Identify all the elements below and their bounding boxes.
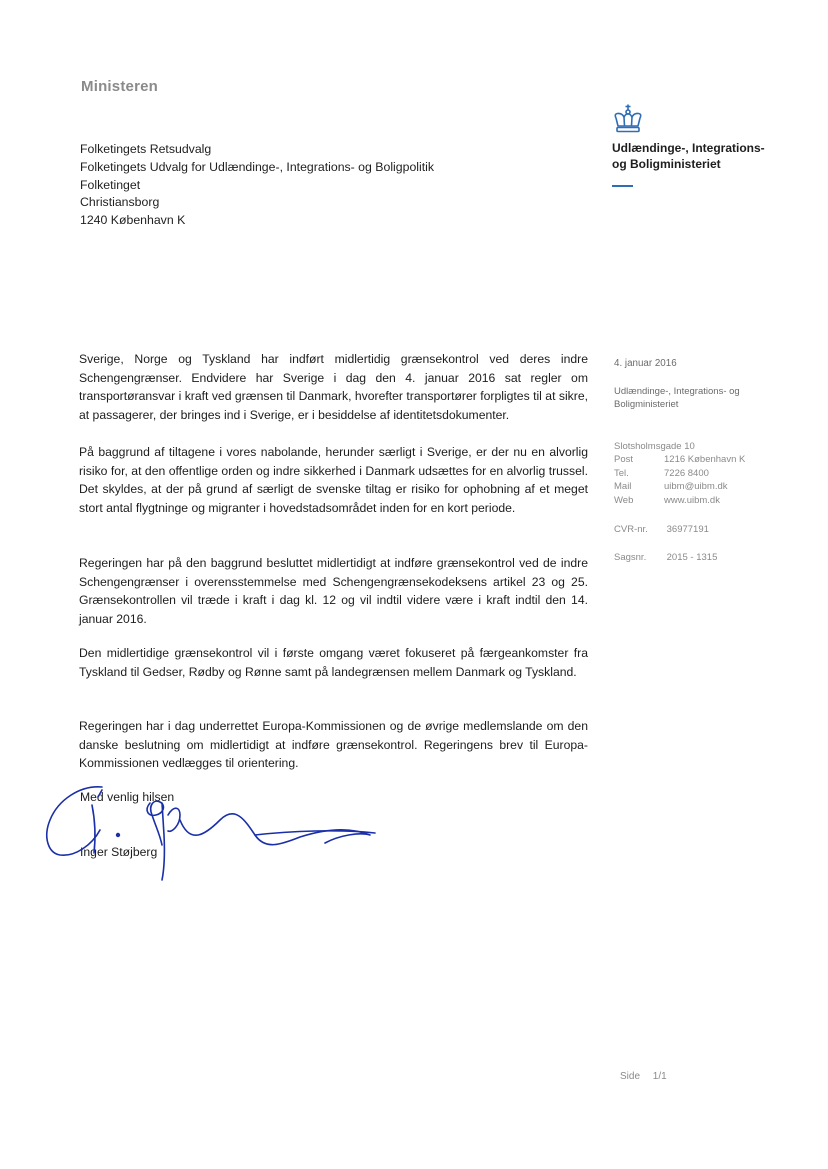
ministry-name-line1: Udlændinge-, Integrations- <box>612 141 765 155</box>
contact-row-mail <box>614 480 745 493</box>
body-paragraph: Regeringen har i dag underrettet Europa-Kommissionen og de øvrige medlemslande om den danske beslutning om midlertidigt at indføre grænsekontrol. Regeringens brev til Europa-Kommissionen vedlægges til orientering. <box>79 719 588 771</box>
contact-label: Post <box>614 454 634 466</box>
contact-label: Web <box>614 494 634 506</box>
contact-row-tel <box>614 467 745 480</box>
contact-row-web <box>614 494 745 507</box>
contact-row-post <box>614 453 745 466</box>
page-number <box>620 1071 667 1082</box>
recipient-line: Folketinget <box>80 177 141 192</box>
contact-value: 7226 8400 <box>664 467 709 479</box>
cvr-number <box>614 523 709 536</box>
sender-contact <box>614 440 745 507</box>
cvr-label: CVR-nr. <box>614 524 648 535</box>
closing-greeting: Med venlig hilsen <box>80 790 175 804</box>
crown-icon <box>612 104 644 134</box>
contact-value-email[interactable]: uibm@uibm.dk <box>664 481 728 493</box>
sender-ministry <box>614 385 740 411</box>
handwritten-signature <box>40 775 430 885</box>
contact-value-website[interactable]: www.uibm.dk <box>664 494 720 506</box>
page-title: Ministeren <box>81 78 159 95</box>
body-paragraph: Regeringen har på den baggrund besluttet midlertidigt at indføre grænsekontrol ved de indre Schengengrænser i overensstemmelse med Schengengrænsekodeksens artikel 23 og 25. Grænsekontrollen vil træde i kraft i dag kl. 12 og vil indtil videre være i kraft indtil den 14. januar 2016. <box>79 556 588 626</box>
letter-date: 4. januar 2016 <box>614 358 677 369</box>
contact-label: Mail <box>614 481 632 493</box>
recipient-line: Folketingets Retsudvalg <box>80 142 212 156</box>
sender-ministry-line1: Udlændinge-, Integrations- og <box>614 386 740 397</box>
contact-label: Tel. <box>614 467 629 479</box>
logo-divider <box>612 185 633 187</box>
contact-value: 1216 København K <box>664 454 746 466</box>
ministry-name-line2: og Boligministeriet <box>612 157 721 171</box>
signer-name: Inger Støjberg <box>80 845 158 859</box>
body-paragraph: På baggrund af tiltagene i vores nabolande, herunder særligt i Sverige, er der nu en alvorlig risiko for, at den offentlige orden og indre sikkerhed i Danmark udsættes for en alvorlig trussel. Det skyldes, at der på grund af særligt de svenske tiltag er risiko for ophobning af et meget stort antal flygtninge og migranter i hovedstadsområdet inden for en kort periode. <box>79 445 588 515</box>
ministry-logo <box>612 104 782 187</box>
sender-ministry-line2: Boligministeriet <box>614 399 679 410</box>
recipient-line: 1240 København K <box>80 213 186 228</box>
recipient-line: Christiansborg <box>80 195 160 210</box>
recipient-address <box>80 141 434 230</box>
body-paragraph: Sverige, Norge og Tyskland har indført midlertidig grænsekontrol ved deres indre Schengengrænser. Endvidere har Sverige i dag den 4. januar 2016 sat regler om transportøransvar i kraft ved grænsen til Danmark, hvorefter transportører forpligtes til at sikre, at passagerer, der bringes ind i Sverige, er i besiddelse af identitetsdokumenter. <box>79 352 588 422</box>
page-value: 1/1 <box>652 1071 667 1082</box>
case-label: Sagsnr. <box>614 552 647 563</box>
cvr-value: 36977191 <box>666 524 709 535</box>
body-paragraph: Den midlertidige grænsekontrol vil i første omgang været fokuseret på færgeankomster fra Tyskland til Gedser, Rødby og Rønne samt på landegrænsen mellem Danmark og Tyskland. <box>79 646 588 679</box>
case-number <box>614 551 717 564</box>
recipient-line: Folketingets Udvalg for Udlændinge-, Integrations- og Boligpolitik <box>80 159 435 174</box>
sender-street: Slotsholmsgade 10 <box>614 441 695 452</box>
page-label: Side <box>620 1071 641 1082</box>
case-value: 2015 - 1315 <box>666 552 718 563</box>
